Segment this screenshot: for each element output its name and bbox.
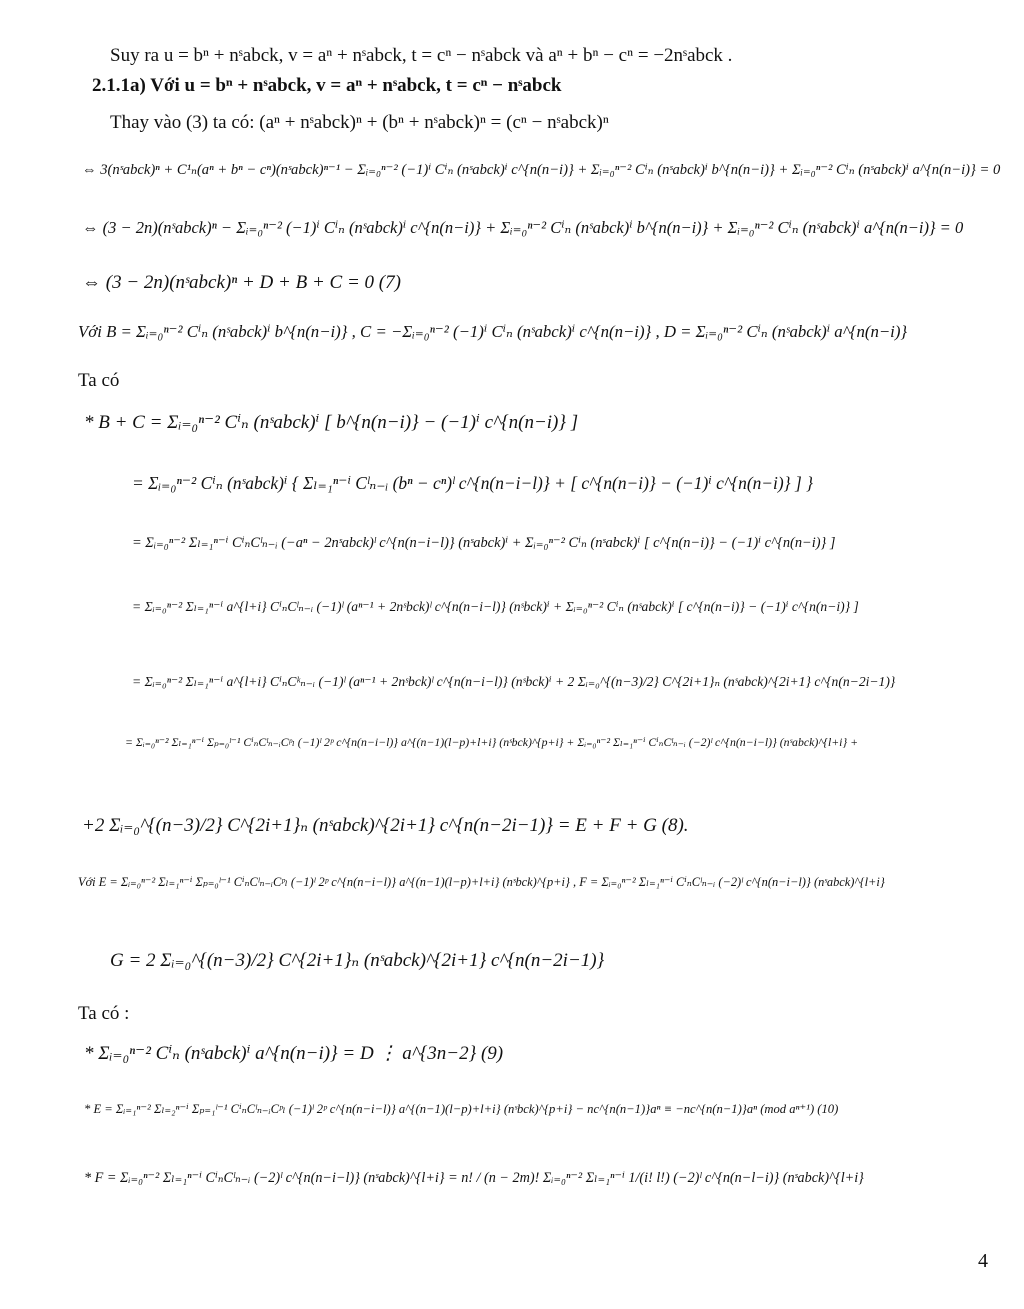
doc-line-ta-co: Ta có xyxy=(78,370,120,391)
section-heading: 2.1.1a) Với u = bⁿ + nˢabck, v = aⁿ + nˢabck, t = cⁿ − nˢabck xyxy=(92,75,562,96)
equation-line-5: ⇔ (3 − 2n)(nˢabck)ⁿ − Σᵢ₌₀ⁿ⁻² (−1)ⁱ Cⁱₙ (nˢabck)ⁱ c^{n(n−i)} + Σᵢ₌₀ⁿ⁻² Cⁱₙ (nˢabck)ⁱ b^{n(n−i)} + Σᵢ₌₀ⁿ⁻² Cⁱₙ (nˢabck)ⁱ a^{n(n−i)} = 0 xyxy=(82,218,964,237)
equation-line-6: ⇔ (3 − 2n)(nˢabck)ⁿ + D + B + C = 0 (7) xyxy=(82,272,401,293)
equation-bc-5: = Σᵢ₌₀ⁿ⁻² Σₗ₌₁ⁿ⁻ⁱ a^{l+i} CⁱₙCᵏₙ₋ᵢ (−1)ˡ (aⁿ⁻¹ + 2nˢbck)ˡ c^{n(n−i−l)} (nˢbck)ⁱ + 2 Σᵢ₌₀^{(n−3)/2} C^{2i+1}ₙ (nˢabck)^{2i+1} c^{n(n−2i−1)} xyxy=(132,674,896,689)
doc-line-3: Thay vào (3) ta có: (aⁿ + nˢabck)ⁿ + (bⁿ + nˢabck)ⁿ = (cⁿ − nˢabck)ⁿ xyxy=(110,112,609,133)
equation-f: * F = Σᵢ₌₀ⁿ⁻² Σₗ₌₁ⁿ⁻ⁱ CⁱₙCˡₙ₋ᵢ (−2)ˡ c^{n(n−i−l)} (nˢabck)^{l+i} = n! / (n − 2m)! Σᵢ₌₀ⁿ⁻² Σₗ₌₁ⁿ⁻ⁱ 1/(i! l!) (−2)ˡ c^{n(n−l−i)} (nˢabck)^{l+i} xyxy=(84,1170,864,1186)
equation-efg-sum: +2 Σᵢ₌₀^{(n−3)/2} C^{2i+1}ₙ (nˢabck)^{2i+1} c^{n(n−2i−1)} = E + F + G (8). xyxy=(82,815,689,836)
equation-bc-6: = Σᵢ₌₀ⁿ⁻² Σₗ₌₁ⁿ⁻ⁱ Σₚ₌₀ˡ⁻¹ CⁱₙCˡₙ₋ᵢCᵖₗ (−1)ˡ 2ᵖ c^{n(n−i−l)} a^{(n−1)(l−p)+l+i} (nˢbck)^{p+i} + Σᵢ₌₀ⁿ⁻² Σₗ₌₁ⁿ⁻ⁱ CⁱₙCˡₙ₋ᵢ (−2)ˡ c^{n(n−i−l)} (nˢabck)^{l+i} + xyxy=(125,735,859,749)
equation-10: * E = Σᵢ₌₁ⁿ⁻² Σₗ₌₂ⁿ⁻ⁱ Σₚ₌₁ˡ⁻¹ CⁱₙCˡₙ₋ᵢCᵖₗ (−1)ˡ 2ᵖ c^{n(n−i−l)} a^{(n−1)(l−p)+l+i} (nˢbck)^{p+i} − nc^{n(n−1)}aⁿ ≡ −nc^{n(n−1)}aⁿ (mod aⁿ⁺¹) (10) xyxy=(84,1102,839,1116)
definition-g: G = 2 Σᵢ₌₀^{(n−3)/2} C^{2i+1}ₙ (nˢabck)^{2i+1} c^{n(n−2i−1)} xyxy=(110,950,605,971)
doc-line-ta-co-2: Ta có : xyxy=(78,1003,130,1024)
equation-bc-4: = Σᵢ₌₀ⁿ⁻² Σₗ₌₁ⁿ⁻ⁱ a^{l+i} CⁱₙCˡₙ₋ᵢ (−1)ˡ (aⁿ⁻¹ + 2nˢbck)ˡ c^{n(n−i−l)} (nˢbck)ⁱ + Σᵢ₌₀ⁿ⁻² Cⁱₙ (nˢabck)ⁱ [ c^{n(n−i)} − (−1)ⁱ c^{n(n−i)} ] xyxy=(132,599,859,614)
definition-bcd: Với B = Σᵢ₌₀ⁿ⁻² Cⁱₙ (nˢabck)ⁱ b^{n(n−i)} , C = −Σᵢ₌₀ⁿ⁻² (−1)ⁱ Cⁱₙ (nˢabck)ⁱ c^{n(n−i)} , D = Σᵢ₌₀ⁿ⁻² Cⁱₙ (nˢabck)ⁱ a^{n(n−i)} xyxy=(78,322,908,341)
doc-line-1: Suy ra u = bⁿ + nˢabck, v = aⁿ + nˢabck, t = cⁿ − nˢabck và aⁿ + bⁿ − cⁿ = −2nˢabck . xyxy=(110,45,733,66)
definition-ef: Với E = Σᵢ₌₀ⁿ⁻² Σₗ₌₁ⁿ⁻ⁱ Σₚ₌₀ˡ⁻¹ CⁱₙCˡₙ₋ᵢCᵖₗ (−1)ˡ 2ᵖ c^{n(n−i−l)} a^{(n−1)(l−p)+l+i} (nˢbck)^{p+i} , F = Σᵢ₌₀ⁿ⁻² Σₗ₌₁ⁿ⁻ⁱ CⁱₙCˡₙ₋ᵢ (−2)ˡ c^{n(n−i−l)} (nˢabck)^{l+i} xyxy=(78,875,885,889)
equation-line-4: ⇔ 3(nˢabck)ⁿ + C¹ₙ(aⁿ + bⁿ − cⁿ)(nˢabck)ⁿ⁻¹ − Σᵢ₌₀ⁿ⁻² (−1)ⁱ Cⁱₙ (nˢabck)ⁱ c^{n(n−i)} + Σᵢ₌₀ⁿ⁻² Cⁱₙ (nˢabck)ⁱ b^{n(n−i)} + Σᵢ₌₀ⁿ⁻² Cⁱₙ (nˢabck)ⁱ a^{n(n−i)} = 0 xyxy=(82,162,1001,178)
equation-bc-3: = Σᵢ₌₀ⁿ⁻² Σₗ₌₁ⁿ⁻ⁱ CⁱₙCˡₙ₋ᵢ (−aⁿ − 2nˢabck)ˡ c^{n(n−i−l)} (nˢabck)ⁱ + Σᵢ₌₀ⁿ⁻² Cⁱₙ (nˢabck)ⁱ [ c^{n(n−i)} − (−1)ⁱ c^{n(n−i)} ] xyxy=(132,535,836,551)
equation-bc-2: = Σᵢ₌₀ⁿ⁻² Cⁱₙ (nˢabck)ⁱ { Σₗ₌₁ⁿ⁻ⁱ Cˡₙ₋ᵢ (bⁿ − cⁿ)ˡ c^{n(n−i−l)} + [ c^{n(n−i)} − (−1)ⁱ c^{n(n−i)} ] } xyxy=(132,473,814,493)
equation-bc-1: * B + C = Σᵢ₌₀ⁿ⁻² Cⁱₙ (nˢabck)ⁱ [ b^{n(n−i)} − (−1)ⁱ c^{n(n−i)} ] xyxy=(84,412,579,433)
equation-9: * Σᵢ₌₀ⁿ⁻² Cⁱₙ (nˢabck)ⁱ a^{n(n−i)} = D ⋮ a^{3n−2} (9) xyxy=(84,1043,504,1064)
page-number: 4 xyxy=(978,1250,988,1272)
